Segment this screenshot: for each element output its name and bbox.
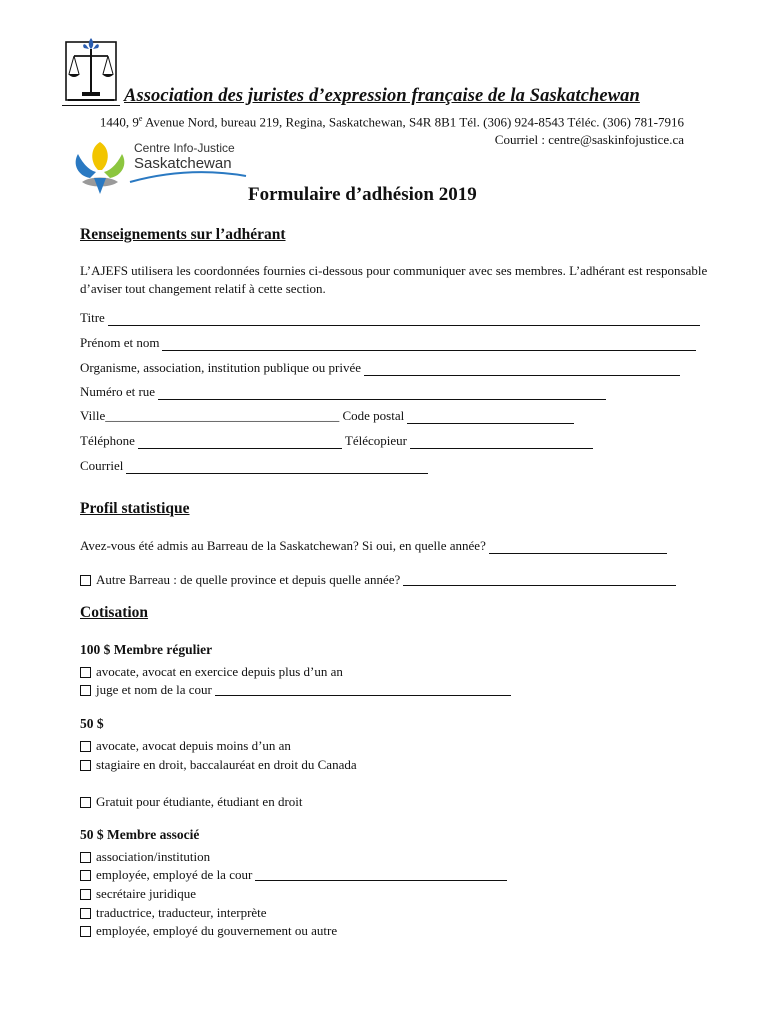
- associate-heading: 50 $ Membre associé: [80, 827, 200, 842]
- associate-opt1-checkbox[interactable]: [80, 852, 91, 863]
- postal-code-line[interactable]: [407, 411, 574, 424]
- name-line[interactable]: [162, 338, 696, 351]
- other-bar-row[interactable]: [80, 571, 679, 589]
- associate-opt3-label: secrétaire juridique: [96, 886, 196, 901]
- bar-admission-label: Avez-vous été admis au Barreau de la Saskatchewan? Si oui, en quelle année?: [80, 538, 486, 553]
- organization-line[interactable]: [364, 363, 680, 376]
- cij-name-line2: Saskatchewan: [134, 155, 232, 172]
- email-label: Courriel: [80, 458, 124, 473]
- regular-opt2-row[interactable]: [80, 681, 514, 699]
- street-label: Numéro et rue: [80, 384, 156, 399]
- title-line[interactable]: [108, 313, 700, 326]
- email-line: Courriel : centre@saskinfojustice.ca: [494, 132, 684, 148]
- free-label: Gratuit pour étudiante, étudiant en droit: [96, 794, 303, 809]
- other-bar-checkbox[interactable]: [80, 575, 91, 586]
- free-row[interactable]: [80, 793, 303, 811]
- fifty-opt1-row[interactable]: [80, 737, 291, 755]
- organization-title: Association des juristes d’expression française de la Saskatchewan: [124, 86, 640, 106]
- court-employee-line[interactable]: [255, 870, 507, 881]
- title-label: Titre: [80, 310, 105, 325]
- associate-opt5-row[interactable]: [80, 922, 337, 940]
- stat-profile-heading: Profil statistique: [80, 500, 190, 517]
- city-line[interactable]: ____________________________________: [105, 408, 340, 423]
- street-field[interactable]: [80, 384, 609, 400]
- associate-opt5-label: employée, employé du gouvernement ou autre: [96, 923, 338, 938]
- bar-admission-line[interactable]: [489, 541, 667, 554]
- fifty-opt1-label: avocate, avocat depuis moins d’un an: [96, 738, 291, 753]
- associate-opt1-label: association/institution: [96, 849, 211, 864]
- associate-opt3-row[interactable]: [80, 885, 196, 903]
- associate-opt4-row[interactable]: [80, 904, 267, 922]
- member-info-intro: L’AJEFS utilisera les coordonnées fournies ci-dessous pour communiquer avec ses membres. L’adhérant est responsable d’aviser tout changement relatif à cette section.: [80, 263, 708, 296]
- regular-opt2-label: juge et nom de la cour: [96, 682, 212, 697]
- name-field[interactable]: [80, 335, 699, 351]
- associate-opt2-checkbox[interactable]: [80, 870, 91, 881]
- regular-opt1-checkbox[interactable]: [80, 667, 91, 678]
- associate-opt2-label: employée, employé de la cour: [96, 867, 253, 882]
- organization-field[interactable]: [80, 360, 683, 376]
- fifty-opt2-checkbox[interactable]: [80, 760, 91, 771]
- fifty-opt2-label: stagiaire en droit, baccalauréat en droit du Canada: [96, 757, 357, 772]
- cij-name-line1: Centre Info-Justice: [134, 141, 235, 155]
- bar-admission-field[interactable]: [80, 538, 670, 554]
- form-title: Formulaire d’adhésion 2019: [248, 184, 477, 205]
- phone-line[interactable]: [138, 436, 342, 449]
- street-line[interactable]: [158, 387, 606, 400]
- fifty-heading: 50 $: [80, 716, 104, 731]
- organization-label: Organisme, association, institution publique ou privée: [80, 360, 362, 375]
- associate-opt3-checkbox[interactable]: [80, 889, 91, 900]
- fifty-opt2-row[interactable]: [80, 756, 357, 774]
- regular-opt1-label: avocate, avocat en exercice depuis plus d’un an: [96, 664, 343, 679]
- court-name-line[interactable]: [215, 685, 511, 696]
- title-rule: [62, 105, 120, 106]
- name-label: Prénom et nom: [80, 335, 160, 350]
- email-input-line[interactable]: [126, 461, 428, 474]
- swoosh-icon: [128, 170, 248, 184]
- scales-of-justice-icon: [60, 36, 122, 106]
- dues-heading: Cotisation: [80, 604, 149, 621]
- postal-code-label: Code postal: [342, 408, 405, 423]
- free-checkbox[interactable]: [80, 797, 91, 808]
- associate-opt1-row[interactable]: [80, 848, 210, 866]
- associate-opt4-checkbox[interactable]: [80, 908, 91, 919]
- fleur-de-lis-icon: [72, 138, 128, 198]
- regular-member-heading: 100 $ Membre régulier: [80, 642, 213, 657]
- fifty-opt1-checkbox[interactable]: [80, 741, 91, 752]
- fax-label: Télécopieur: [344, 433, 407, 448]
- member-info-heading: Renseignements sur l’adhérant: [80, 226, 286, 243]
- regular-opt2-checkbox[interactable]: [80, 685, 91, 696]
- other-bar-line[interactable]: [403, 575, 676, 586]
- city-label: Ville: [80, 408, 106, 423]
- associate-opt5-checkbox[interactable]: [80, 926, 91, 937]
- title-field[interactable]: [80, 310, 703, 326]
- phone-fax-field[interactable]: [80, 433, 596, 449]
- address-line: 1440, 9e Avenue Nord, bureau 219, Regina, Saskatchewan, S4R 8B1 Tél. (306) 924-8543 Téléc. (306) 781-7916: [99, 114, 684, 130]
- fax-line[interactable]: [410, 436, 593, 449]
- regular-opt1-row[interactable]: [80, 663, 343, 681]
- other-bar-label: Autre Barreau : de quelle province et depuis quelle année?: [96, 572, 401, 587]
- phone-label: Téléphone: [80, 433, 135, 448]
- email-field[interactable]: [80, 458, 431, 474]
- associate-opt4-label: traductrice, traducteur, interprète: [96, 905, 267, 920]
- associate-opt2-row[interactable]: [80, 866, 510, 884]
- city-postal-field[interactable]: [80, 408, 577, 424]
